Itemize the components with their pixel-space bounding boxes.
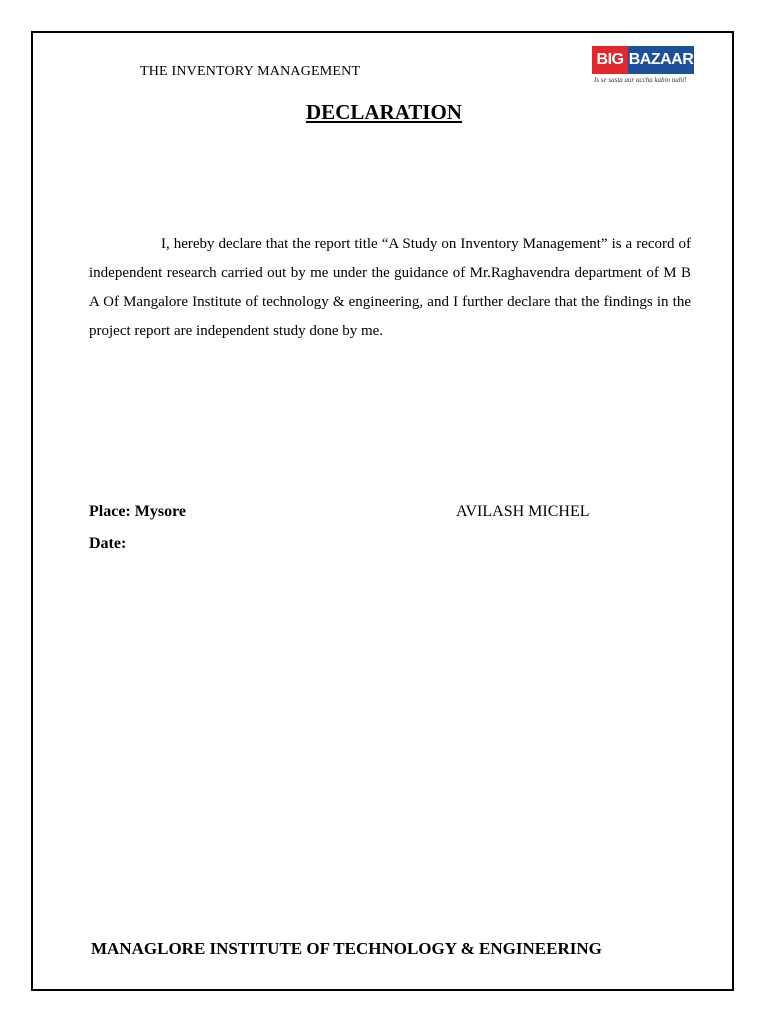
date-label: Date: [89,535,127,552]
footer-institution: MANAGLORE INSTITUTE OF TECHNOLOGY & ENGINEERING [91,939,602,958]
place-line [89,503,186,521]
page-title: DECLARATION [306,100,462,124]
signature-name: AVILASH MICHEL [456,503,590,520]
logo-tagline: Is se sasta aur accha kahin nahi! [594,76,687,84]
logo-bazaar-text: BAZAAR [628,46,694,74]
place-value: Mysore [134,503,186,520]
big-bazaar-logo [592,46,698,86]
declaration-paragraph [89,230,691,346]
place-label: Place: [89,503,131,520]
header-title: THE INVENTORY MANAGEMENT [140,64,361,79]
declaration-text: I, hereby declare that the report title “A Study on Inventory Management” is a record of independent research carried out by me under the guidance of Mr.Raghavendra department of M B A Of Mangalore Institute of technology & engineering, and I further declare that the findings in the project report are independent study done by me. [89,236,691,339]
logo-badge [592,46,694,74]
logo-big-text: BIG [592,46,628,74]
